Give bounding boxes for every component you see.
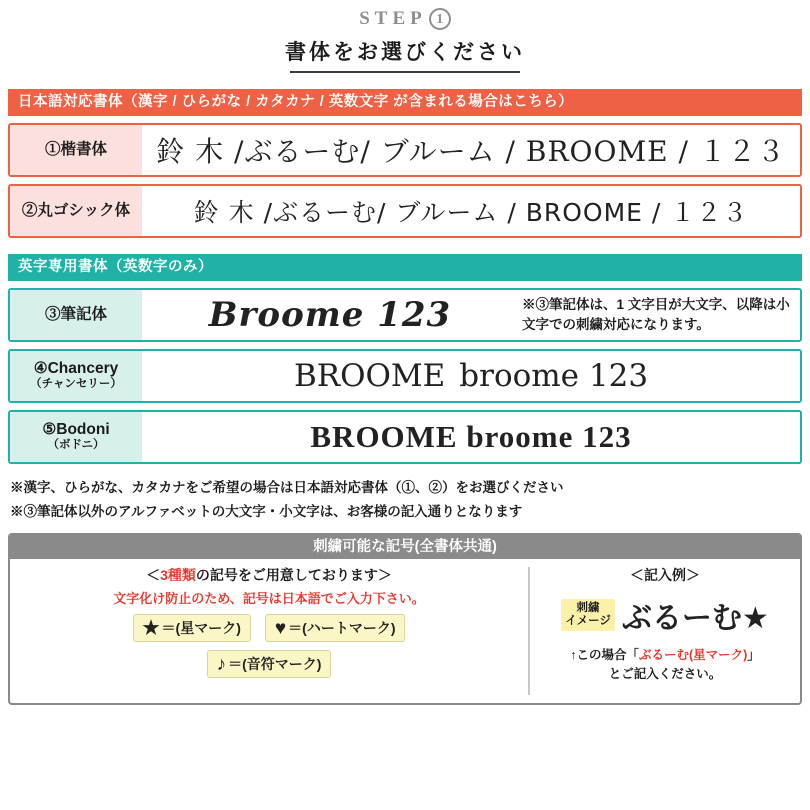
font-row-script[interactable] <box>8 288 802 342</box>
symbol-list-title-pre: ＜ <box>146 567 161 584</box>
heart-icon: ♥ <box>274 617 287 639</box>
section-band-japanese: 日本語対応書体（漢字 / ひらがな / カタカナ / 英数文字 が含まれる場合はこちら） <box>8 89 802 116</box>
font-sample-text-lower: broome 123 <box>459 358 649 394</box>
font-row-kaisho[interactable] <box>8 123 802 177</box>
symbol-warning: 文字化け防止のため、記号は日本語でご入力下さい。 <box>113 591 425 607</box>
title-underline <box>290 71 520 73</box>
font-label-text: ④Chancery <box>33 360 119 378</box>
font-row-label <box>10 412 142 462</box>
symbol-panel-body <box>10 559 800 703</box>
example-note-line2: とご記入ください。 <box>608 667 722 681</box>
example-row <box>536 593 794 637</box>
font-sample <box>142 351 800 401</box>
symbol-list-title-count: 3種類 <box>160 567 196 584</box>
symbol-list-title-post: の記号をご用意しております＞ <box>195 567 392 584</box>
footnotes <box>10 476 800 523</box>
font-sample <box>142 290 518 340</box>
step-header <box>0 0 810 30</box>
page-title-text: 書体をお選びください <box>285 41 525 64</box>
example-tag-line2: イメージ <box>565 615 611 628</box>
symbol-panel-right <box>530 559 800 703</box>
note-icon: ♪ <box>216 653 227 675</box>
symbol-panel <box>8 533 802 705</box>
example-tag-line1: 刺繍 <box>576 602 600 615</box>
symbol-chip-label: ＝(星マーク) <box>161 620 241 637</box>
symbol-list-title <box>14 565 524 585</box>
font-label-text: ③筆記体 <box>44 306 107 324</box>
script-note <box>518 290 800 340</box>
font-label-sub: （ボドニ） <box>47 439 105 452</box>
font-sample-text: 鈴 木 /ぶるーむ/ ブルーム / BROOME / １２３ <box>156 135 786 168</box>
font-sample-text-upper: BROOME <box>293 358 446 394</box>
symbol-panel-title: 刺繍可能な記号(全書体共通) <box>10 535 800 559</box>
font-sample <box>142 412 800 462</box>
example-note-quote: ぶるーむ(星マーク) <box>638 648 748 663</box>
page-title <box>0 36 810 73</box>
font-sample-text: BROOME broome 123 <box>310 419 632 454</box>
symbol-chip-label: ＝(音符マーク) <box>228 656 322 673</box>
example-tag <box>561 599 615 631</box>
star-icon: ★ <box>142 617 160 639</box>
symbol-chip-row-2 <box>14 650 524 678</box>
font-row-label <box>10 125 142 175</box>
step-number-badge: 1 <box>429 8 451 30</box>
font-sample <box>142 186 800 236</box>
font-row-bodoni[interactable] <box>8 410 802 464</box>
font-sample-text: Broome 123 <box>208 295 452 335</box>
font-row-maru-gothic[interactable] <box>8 184 802 238</box>
symbol-panel-left <box>10 559 528 703</box>
font-sample-text: 鈴 木 /ぶるーむ/ ブルーム / BROOME / １２３ <box>193 198 749 227</box>
section-band-english: 英字専用書体（英数字のみ） <box>8 254 802 281</box>
font-row-label <box>10 290 142 340</box>
font-label-sub: （チャンセリー） <box>30 378 122 391</box>
font-row-label <box>10 186 142 236</box>
footnote-1: ※漢字、ひらがな、カタカナをご希望の場合は日本語対応書体（①、②）をお選びください <box>10 480 564 495</box>
font-row-chancery[interactable] <box>8 349 802 403</box>
footnote-2: ※③筆記体以外のアルファベットの大文字・小文字は、お客様の記入通りとなります <box>10 503 523 519</box>
font-label-text: ②丸ゴシック体 <box>21 202 131 220</box>
font-label-text: ⑤Bodoni <box>42 421 110 439</box>
example-title: ＜記入例＞ <box>630 567 700 584</box>
symbol-chip-label: ＝(ハートマーク) <box>288 620 396 637</box>
step-word: STEP <box>359 8 427 29</box>
symbol-chip-heart <box>265 614 406 642</box>
example-note-post: 」 <box>747 648 760 663</box>
font-row-label <box>10 351 142 401</box>
symbol-chip-row-1 <box>14 614 524 642</box>
symbol-chip-note <box>207 650 332 678</box>
example-note-pre: ↑この場合「 <box>570 648 639 663</box>
symbol-chip-star <box>133 614 251 642</box>
example-embroidery-text: ぶるーむ★ <box>621 601 769 637</box>
script-note-text: ※③筆記体は、1 文字目が大文字、以降は小文字での刺繍対応になります。 <box>522 297 790 332</box>
example-note <box>536 646 794 684</box>
font-sample <box>142 125 800 175</box>
font-label-text: ①楷書体 <box>44 141 107 159</box>
